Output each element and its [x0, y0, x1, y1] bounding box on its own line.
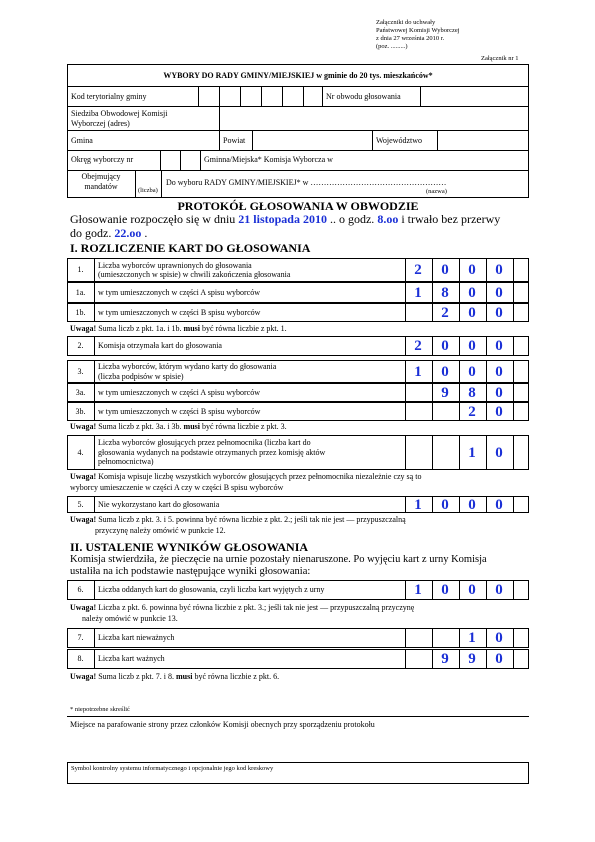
- digit-cell: 9: [468, 651, 476, 667]
- digit-divider: [432, 435, 433, 470]
- note-line-3: z dnia 27 września 2010 r.: [376, 35, 445, 42]
- digit-cell: 2: [414, 338, 422, 354]
- row-divider: [94, 402, 95, 421]
- row-label: Liczba kart ważnych: [98, 654, 165, 664]
- digit-cell: 0: [441, 496, 449, 513]
- digit-cell: 1: [468, 444, 476, 461]
- symbol-label: Symbol kontrolny systemu informatycznego i opcjonalnie jego kod kreskowy: [71, 765, 274, 772]
- digit-cell: 0: [495, 304, 503, 321]
- row-label: głosowania wydanych na podstawie otrzymanych przez komisję aktów: [98, 447, 326, 457]
- digit-divider: [432, 628, 433, 648]
- digit-cell: 0: [495, 630, 503, 646]
- digit-divider: [405, 435, 406, 470]
- digit-cell: 0: [495, 582, 503, 598]
- row-number: 1a.: [75, 287, 86, 297]
- note-3-line-1: Uwaga! Komisja wpisuje liczbę wszystkich wyborców głosujących przez pełnomocnika niezależnie czy są to: [70, 472, 422, 481]
- digit-cell: 8: [441, 284, 449, 301]
- row-number: 3a.: [75, 387, 86, 397]
- digit-cell: 1: [414, 496, 422, 513]
- row-divider: [94, 258, 95, 282]
- siedziba-label-2: Wyborczej (adres): [71, 119, 130, 128]
- digit-cell: 2: [441, 304, 449, 321]
- digit-divider: [405, 383, 406, 402]
- digit-cell: 0: [495, 444, 503, 461]
- digit-cell: 1: [414, 284, 422, 301]
- digit-cell: 0: [441, 338, 449, 354]
- footnote: * niepotrzebne skreślić: [70, 706, 130, 713]
- row-label: w tym umieszczonych w części B spisu wyborców: [98, 307, 261, 317]
- kod-label: Kod terytorialny gminy: [71, 92, 147, 101]
- row-label: Liczba wyborców, którym wydano karty do głosowania: [98, 362, 277, 371]
- row-label: (liczba podpisów w spisie): [98, 371, 184, 381]
- digit-divider: [405, 402, 406, 421]
- protocol-title: PROTOKÓŁ GŁOSOWANIA W OBWODZIE: [177, 199, 419, 213]
- liczba-caption: (liczba): [138, 187, 158, 194]
- annex-number: Załącznik nr 1: [481, 55, 519, 62]
- siedziba-label-1: Siedziba Obwodowej Komisji: [71, 109, 168, 118]
- digit-cell: 0: [468, 338, 476, 354]
- digit-divider: [513, 435, 514, 470]
- digit-divider: [513, 336, 514, 356]
- note-line-1: Załączniki do uchwały: [376, 19, 436, 26]
- digit-cell: 0: [495, 403, 503, 420]
- note-1: Uwaga! Suma liczb z pkt. 1a. i 1b. musi być równa liczbie z pkt. 1.: [70, 324, 287, 333]
- protocol-line-1: Głosowanie rozpoczęło się w dniu 21 listopada 2010 .. o godz. 8.oo i trwało bez przerwy: [70, 212, 501, 226]
- digit-cell: 0: [495, 363, 503, 380]
- digit-divider: [513, 303, 514, 322]
- digit-cell: 2: [468, 403, 476, 420]
- digit-cell: 0: [468, 496, 476, 513]
- row-divider: [94, 282, 95, 303]
- obejmujacy-label-2: mandatów: [84, 182, 118, 191]
- gmina-label: Gmina: [71, 136, 93, 145]
- digit-cell: 1: [414, 363, 422, 380]
- row-label: Liczba oddanych kart do głosowania, czyli liczba kart wyjętych z urny: [98, 585, 325, 595]
- miejsce-label: Miejsce na parafowanie strony przez członków Komisji obecnych przy sporządzeniu protokołu: [70, 720, 375, 729]
- note-3-line-2: wyborcy umieszczenie w części A czy w części B spisu wyborców: [70, 483, 284, 492]
- row-number: 3.: [77, 366, 84, 376]
- row-label: pełnomocnictwa): [98, 457, 154, 467]
- note-4-line-1: Uwaga! Suma liczb z pkt. 3. i 5. powinna być równa liczbie z pkt. 2.; jeśli tak nie jest — przypuszczalną: [70, 515, 406, 524]
- row-number: 5.: [77, 499, 84, 509]
- digit-divider: [405, 628, 406, 648]
- nazwa-caption: (nazwa): [426, 188, 447, 195]
- row-divider: [94, 336, 95, 356]
- digit-cell: 0: [495, 384, 503, 401]
- digit-cell: 9: [441, 384, 449, 401]
- digit-cell: 0: [468, 284, 476, 301]
- digit-divider: [513, 360, 514, 383]
- digit-cell: 0: [495, 338, 503, 354]
- note-5-line-2: należy omówić w punkcie 13.: [82, 614, 178, 623]
- obejmujacy-label-1: Obejmujący: [81, 172, 121, 181]
- digit-cell: 0: [441, 363, 449, 380]
- row-divider: [94, 628, 95, 648]
- digit-divider: [513, 402, 514, 421]
- okreg-label: Okręg wyborczy nr: [71, 155, 134, 164]
- digit-divider: [513, 258, 514, 282]
- section-2-title: II. USTALENIE WYNIKÓW GŁOSOWANIA: [70, 540, 309, 554]
- row-label: w tym umieszczonych w części A spisu wyborców: [98, 387, 260, 397]
- digit-divider: [405, 649, 406, 669]
- note-2: Uwaga! Suma liczb z pkt. 3a. i 3b. musi być równa liczbie z pkt. 3.: [70, 422, 287, 431]
- row-divider: [94, 435, 95, 470]
- digit-cell: 0: [468, 582, 476, 598]
- row-number: 1b.: [75, 307, 86, 317]
- row-divider: [94, 496, 95, 513]
- wybor-label: Do wyboru RADY GMINY/MIEJSKIEJ* w ……………………………………………: [166, 178, 447, 187]
- election-title: WYBORY DO RADY GMINY/MIEJSKIEJ w gminie do 20 tys. mieszkańców*: [163, 71, 433, 80]
- digit-cell: 0: [441, 262, 449, 278]
- row-number: 8.: [77, 654, 84, 663]
- digit-cell: 0: [468, 363, 476, 380]
- digit-divider: [432, 402, 433, 421]
- digit-cell: 1: [468, 630, 476, 646]
- digit-divider: [513, 383, 514, 402]
- row-label: (umieszczonych w spisie) w chwili zakończenia głosowania: [98, 270, 291, 279]
- note-line-4: (poz. .........): [376, 43, 408, 50]
- note-4-line-2: przyczynę należy omówić w punkcie 12.: [95, 526, 226, 535]
- row-label: w tym umieszczonych w części B spisu wyborców: [98, 406, 261, 416]
- digit-cell: 9: [441, 651, 449, 667]
- row-divider: [94, 383, 95, 402]
- note-line-2: Państwowej Komisji Wyborczej: [376, 27, 460, 34]
- note-5-line-1: Uwaga! Liczba z pkt. 6. powinna być równa liczbie z pkt. 3.; jeśli tak nie jest — przypuszczalną przyczynę: [70, 603, 415, 612]
- digit-cell: 0: [495, 496, 503, 513]
- digit-cell: 0: [441, 582, 449, 598]
- digit-cell: 0: [495, 262, 503, 278]
- digit-divider: [405, 303, 406, 322]
- protocol-line-2: do godz. 22.oo .: [70, 226, 148, 240]
- row-number: 6.: [77, 585, 84, 594]
- digit-cell: 0: [495, 651, 503, 667]
- row-divider: [94, 303, 95, 322]
- komisja-label: Gminna/Miejska* Komisja Wyborcza w: [204, 155, 333, 164]
- row-divider: [94, 580, 95, 600]
- row-label: Liczba wyborców uprawnionych do głosowania: [98, 260, 252, 270]
- section-2-intro-2: ustaliła na ich podstawie następujące wyniki głosowania:: [70, 566, 311, 577]
- nr-obwodu-label: Nr obwodu głosowania: [326, 92, 401, 101]
- digit-cell: 2: [414, 262, 422, 278]
- digit-divider: [513, 649, 514, 669]
- digit-divider: [513, 282, 514, 303]
- row-label: Liczba kart nieważnych: [98, 633, 175, 643]
- row-number: 7.: [77, 633, 84, 642]
- row-label: Liczba wyborców głosujących przez pełnomocnika (liczba kart do: [98, 438, 311, 448]
- row-divider: [94, 360, 95, 383]
- wojewodztwo-label: Województwo: [376, 136, 423, 145]
- row-number: 1.: [77, 265, 84, 274]
- row-label: Komisja otrzymała kart do głosowania: [98, 341, 222, 351]
- row-number: 4.: [77, 447, 84, 457]
- digit-cell: 0: [468, 304, 476, 321]
- digit-cell: 8: [468, 384, 476, 401]
- digit-divider: [513, 580, 514, 600]
- row-number: 2.: [77, 341, 84, 350]
- section-2-intro-1: Komisja stwierdziła, że pieczęcie na urnie pozostały nienaruszone. Po wyjęciu kart z urny Komisja: [70, 554, 487, 565]
- row-divider: [94, 649, 95, 669]
- row-label: w tym umieszczonych w części A spisu wyborców: [98, 287, 260, 297]
- digit-cell: 0: [468, 262, 476, 278]
- digit-cell: 1: [414, 582, 422, 598]
- row-label: Nie wykorzystano kart do głosowania: [98, 499, 220, 509]
- digit-cell: 0: [495, 284, 503, 301]
- powiat-label: Powiat: [223, 136, 246, 145]
- digit-divider: [513, 496, 514, 513]
- row-number: 3b.: [75, 406, 86, 416]
- note-6: Uwaga! Suma liczb z pkt. 7. i 8. musi być równa liczbie z pkt. 6.: [70, 672, 280, 681]
- section-1-title: I. ROZLICZENIE KART DO GŁOSOWANIA: [70, 241, 311, 255]
- digit-divider: [513, 628, 514, 648]
